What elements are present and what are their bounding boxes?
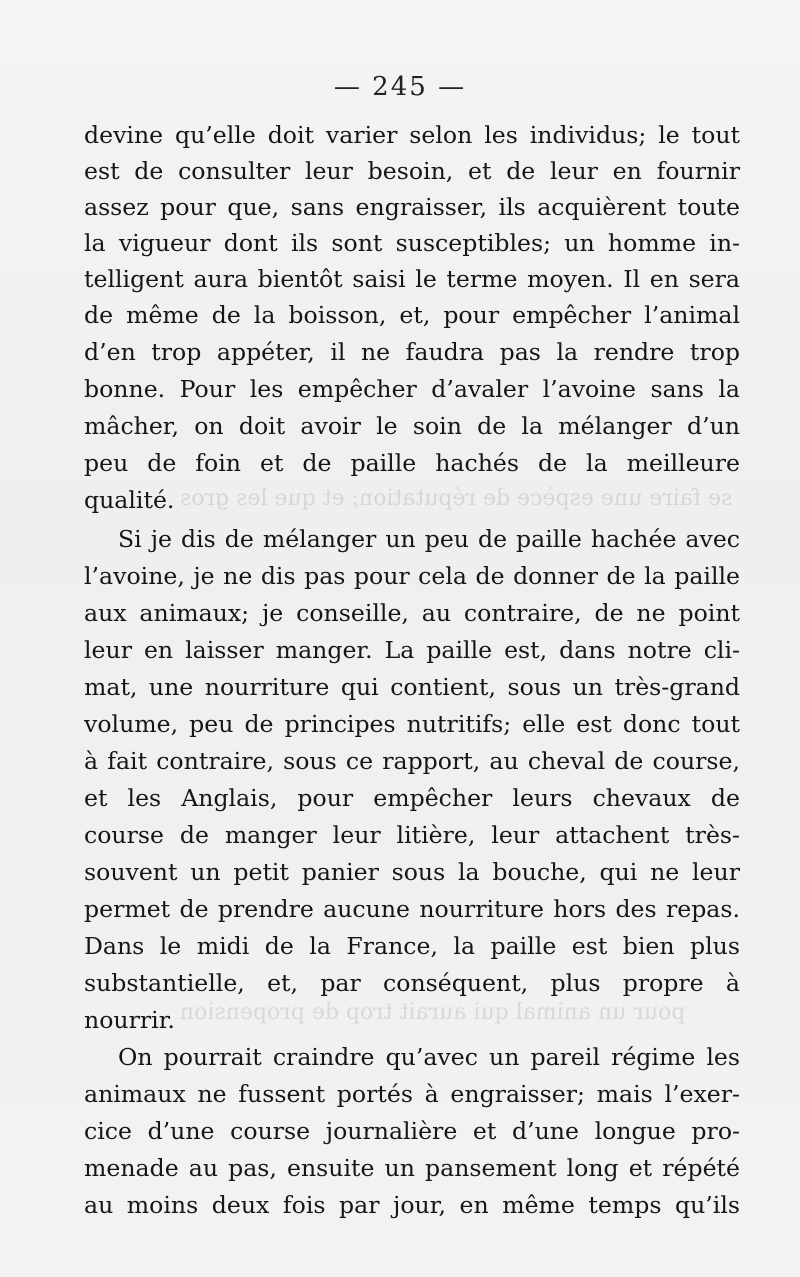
text-line: cice d’une course journalière et d’une longue pro- [84, 1117, 740, 1145]
text-line: assez pour que, sans engraisser, ils acquièrent toute [84, 193, 740, 221]
text-line: devine qu’elle doit varier selon les individus; le tout [84, 121, 740, 149]
text-line: peu de foin et de paille hachés de la meilleure [84, 449, 740, 477]
text-line: course de manger leur litière, leur attachent très- [84, 821, 740, 849]
text-line: qualité. [84, 486, 175, 514]
text-line: nourrir. [84, 1006, 175, 1034]
bleed-through-text: se faire une espèce de réputation; et que les gros [180, 486, 733, 511]
text-line: permet de prendre aucune nourriture hors des repas. [84, 895, 740, 923]
text-line: à fait contraire, sous ce rapport, au cheval de course, [84, 747, 740, 775]
text-line: bonne. Pour les empêcher d’avaler l’avoine sans la [84, 375, 740, 403]
text-line: mâcher, on doit avoir le soin de la mélanger d’un [84, 412, 740, 440]
page-number: — 245 — [333, 72, 467, 102]
text-line: la vigueur dont ils sont susceptibles; un homme in- [84, 229, 740, 257]
paragraph-first-line: On pourrait craindre qu’avec un pareil régime les [118, 1043, 740, 1071]
text-line: d’en trop appéter, il ne faudra pas la rendre trop [84, 338, 740, 366]
text-line: souvent un petit panier sous la bouche, qui ne leur [84, 858, 740, 886]
text-line: volume, peu de principes nutritifs; elle est donc tout [84, 710, 740, 738]
text-line: aux animaux; je conseille, au contraire, de ne point [84, 599, 740, 627]
text-line: telligent aura bientôt saisi le terme moyen. Il en sera [84, 265, 740, 293]
text-line: de même de la boisson, et, pour empêcher l’animal [84, 301, 740, 329]
text-line: au moins deux fois par jour, en même temps qu’ils [84, 1191, 740, 1219]
text-line: substantielle, et, par conséquent, plus propre à [84, 969, 740, 997]
text-line: est de consulter leur besoin, et de leur en fournir [84, 157, 740, 185]
text-line: et les Anglais, pour empêcher leurs chevaux de [84, 784, 740, 812]
text-line: animaux ne fussent portés à engraisser; mais l’exer- [84, 1080, 740, 1108]
bleed-through-text: pour un animal qui aurait trop de propension [180, 1000, 686, 1025]
text-line: menade au pas, ensuite un pansement long et répété [84, 1154, 740, 1182]
paragraph-first-line: Si je dis de mélanger un peu de paille hachée avec [118, 525, 740, 553]
text-line: Dans le midi de la France, la paille est bien plus [84, 932, 740, 960]
text-line: leur en laisser manger. La paille est, dans notre cli- [84, 636, 740, 664]
text-line: l’avoine, je ne dis pas pour cela de donner de la paille [84, 562, 740, 590]
text-line: mat, une nourriture qui contient, sous un très-grand [84, 673, 740, 701]
